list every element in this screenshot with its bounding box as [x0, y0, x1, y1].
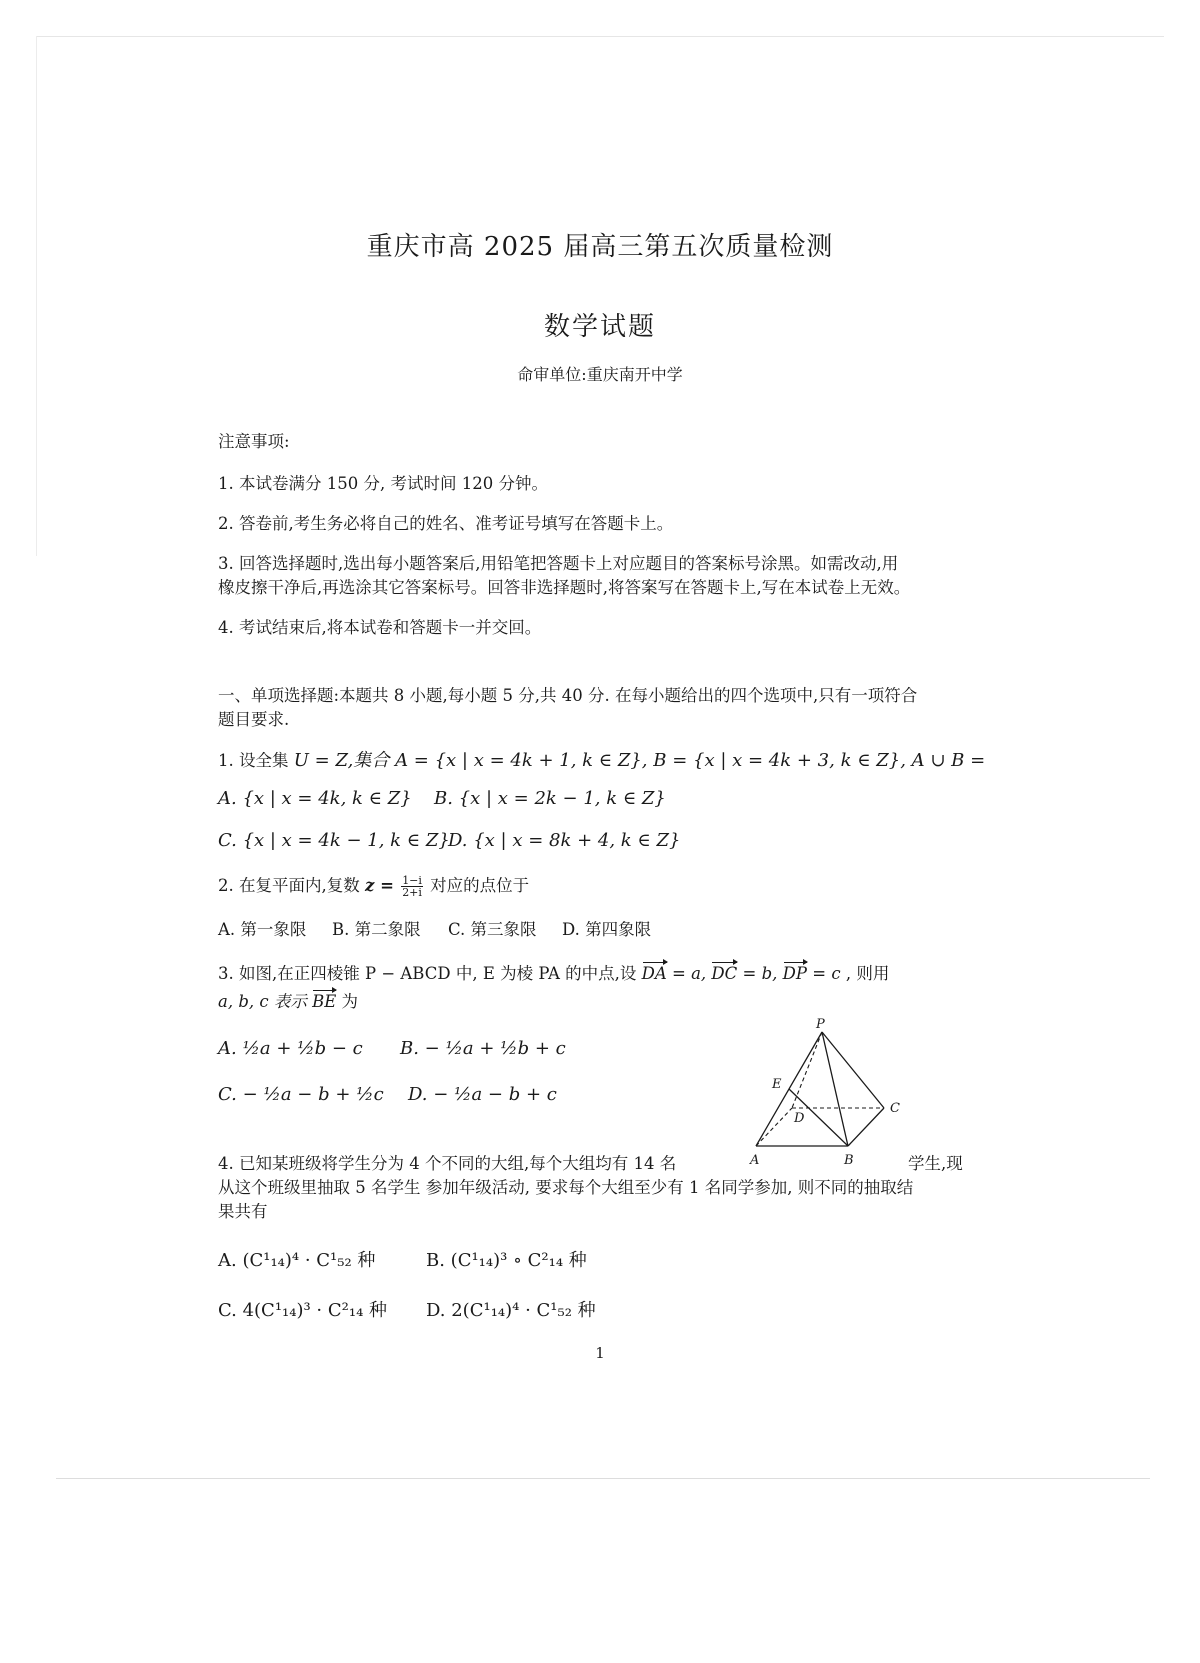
q3-vector-da: DA [641, 964, 667, 983]
label-c: C [890, 1101, 900, 1116]
q3-option-a-text: A. ½a + ½b − c [218, 1038, 363, 1059]
q2-suffix: 对应的点位于 [430, 876, 530, 895]
q3-vector-dc: DC [711, 964, 738, 983]
q2-option-c: C. 第三象限 [448, 920, 537, 939]
q1-option-c-text: C. {x | x = 4k − 1, k ∈ Z} [218, 830, 450, 851]
notice-item-3a: 3. 回答选择题时,选出每小题答案后,用铅笔把答题卡上对应题目的答案标号涂黑。如需改动,用 [218, 554, 899, 573]
notice-item-2: 2. 答卷前,考生务必将自己的姓名、准考证号填写在答题卡上。 [218, 514, 674, 533]
notice-item-3b: 橡皮擦干净后,再选涂其它答案标号。回答非选择题时,将答案写在答题卡上,写在本试卷上无效。 [218, 578, 911, 597]
edge-pb [822, 1032, 848, 1146]
q2-fraction-den: 2+i [402, 886, 422, 899]
q3-stem-line2 [218, 988, 358, 1012]
q3-stem-line1 [218, 960, 889, 984]
q1-option-b-text: B. {x | x = 2k − 1, k ∈ Z} [434, 788, 666, 809]
q4-line1b: 学生,现 [908, 1154, 963, 1173]
q3-vector-be: BE [312, 992, 337, 1011]
q3-option-d-text: D. − ½a − b + c [408, 1084, 557, 1105]
section1-line2: 题目要求. [218, 710, 290, 729]
q4-option-a: A. (C¹₁₄)⁴ · C¹₅₂ 种 [218, 1250, 376, 1271]
q4-line2: 从这个班级里抽取 5 名学生 参加年级活动, 要求每个大组至少有 1 名同学参加, 则不同的抽取结 [218, 1178, 914, 1197]
q1-option-a-text: A. {x | x = 4k, k ∈ Z} [218, 788, 412, 809]
page-border-bottom [56, 1478, 1150, 1479]
q1-stem [218, 746, 985, 772]
q2-option-b: B. 第二象限 [332, 920, 421, 939]
label-e: E [772, 1077, 782, 1092]
notice-item-1: 1. 本试卷满分 150 分, 考试时间 120 分钟。 [218, 474, 548, 493]
q3-eq2: = b, [742, 964, 778, 983]
q1-option-c [218, 830, 450, 851]
q1-prefix: 1. 设全集 [218, 751, 289, 770]
exam-title: 重庆市高 2025 届高三第五次质量检测 [366, 232, 834, 262]
q1-option-b [434, 788, 666, 809]
q3-vector-dp: DP [782, 964, 808, 983]
exam-unit: 命审单位:重庆南开中学 [517, 365, 683, 384]
q4-option-b: B. (C¹₁₄)³ ∘ C²₁₄ 种 [426, 1250, 587, 1271]
q3-line2a: a, b, c 表示 [218, 992, 307, 1011]
q2-fraction-num: 1−i [402, 874, 422, 887]
q3-option-a [218, 1038, 363, 1059]
q1-option-d [448, 830, 680, 851]
q3-option-b [400, 1038, 566, 1059]
page-number: 1 [595, 1344, 605, 1362]
exam-subject: 数学试题 [543, 312, 656, 342]
q4-line3: 果共有 [218, 1202, 268, 1221]
q1-formula: U = Z,集合 A = {x | x = 4k + 1, k ∈ Z}, B = {x | x = 4k + 3, k ∈ Z}, A ∪ B = [293, 750, 986, 771]
q3-option-b-text: B. − ½a + ½b + c [400, 1038, 566, 1059]
notice-item-4: 4. 考试结束后,将本试卷和答题卡一并交回。 [218, 618, 542, 637]
q2-option-a: A. 第一象限 [218, 920, 307, 939]
section1-line1: 一、单项选择题:本题共 8 小题,每小题 5 分,共 40 分. 在每小题给出的四个选项中,只有一项符合 [218, 686, 918, 705]
notice-heading: 注意事项: [218, 432, 290, 451]
q4-option-d: D. 2(C¹₁₄)⁴ · C¹₅₂ 种 [426, 1300, 596, 1321]
label-a: A [750, 1153, 760, 1168]
q3-tail: , 则用 [845, 964, 890, 983]
q3-eq3: = c [812, 964, 841, 983]
q4-option-c: C. 4(C¹₁₄)³ · C²₁₄ 种 [218, 1300, 388, 1321]
q2-fraction [401, 875, 423, 898]
page-border-left [36, 36, 37, 556]
pyramid-figure [744, 1018, 916, 1168]
q1-option-a [218, 788, 412, 809]
q1-option-d-text: D. {x | x = 8k + 4, k ∈ Z} [448, 830, 681, 851]
q3-line2b: 为 [341, 992, 359, 1011]
q4-line1a: 4. 已知某班级将学生分为 4 个不同的大组,每个大组均有 14 名 [218, 1154, 677, 1173]
q3-option-d [408, 1084, 557, 1105]
q3-option-c-text: C. − ½a − b + ½c [218, 1084, 384, 1105]
q2-z: z = [364, 876, 394, 895]
label-d: D [794, 1111, 805, 1126]
label-b: B [844, 1153, 854, 1168]
label-p: P [816, 1018, 825, 1032]
q2-stem [218, 872, 529, 898]
q2-option-d: D. 第四象限 [562, 920, 652, 939]
page-border-top [36, 36, 1164, 37]
q3-option-c [218, 1084, 384, 1105]
q3-eq1: = a, [672, 964, 707, 983]
q2-prefix: 2. 在复平面内,复数 [218, 876, 360, 895]
q3-line1: 3. 如图,在正四棱锥 P − ABCD 中, E 为棱 PA 的中点,设 [218, 964, 637, 983]
edge-bc [848, 1108, 884, 1146]
